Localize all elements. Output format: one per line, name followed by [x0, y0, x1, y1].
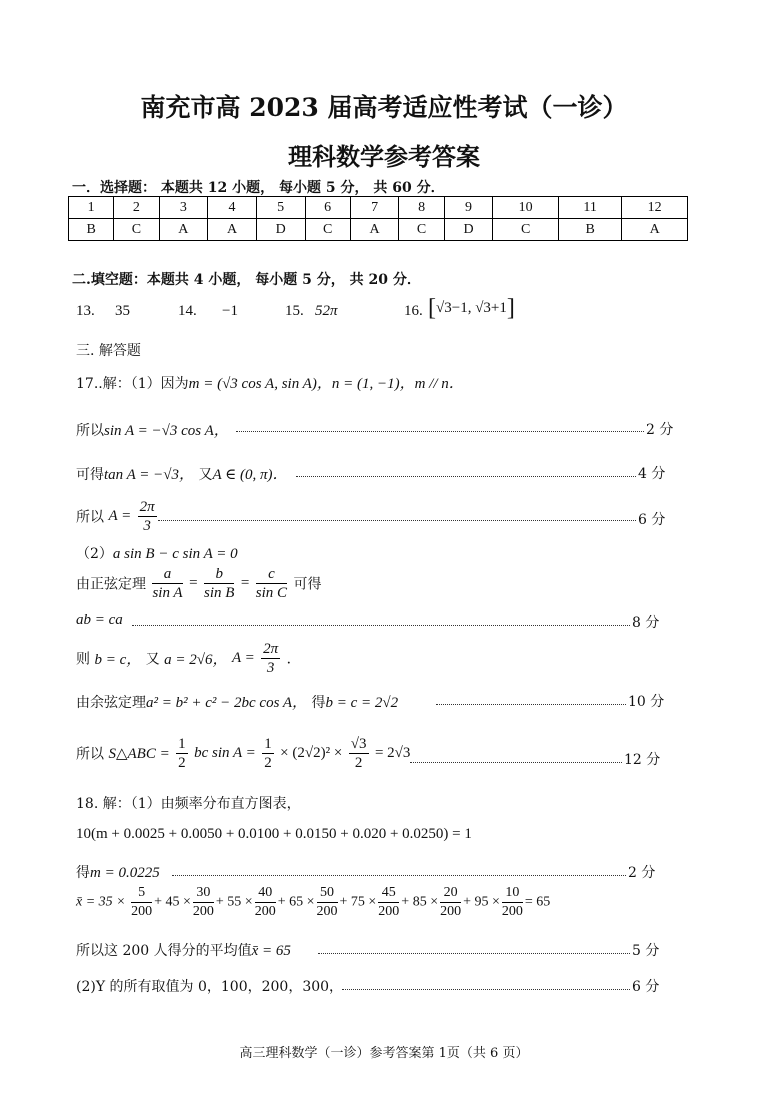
fraction: $\frac{30}{200}$ — [192, 885, 214, 919]
fraction: $\frac{20}{200}$ — [440, 885, 462, 919]
question-number-cell: 4 — [208, 197, 257, 219]
q17-line8: 所以 S△ABC = $\frac{1}{2}$ bc sin A = $\frac{1}{2}$ × (2√2)² × $\frac{√3}{2}$ = 2√3 — [76, 736, 411, 771]
dotted-leader — [172, 875, 626, 876]
q18-line3: (2)Y 的所有取值为 0，100，200，300， — [76, 979, 344, 995]
answer-cell: C — [399, 219, 444, 241]
fraction: $\frac{2\pi}{3}$ — [263, 641, 279, 676]
q16-answer: [√3−1, √3+1] — [428, 295, 515, 321]
q17-part2: （2）a sin B − c sin A = 0 — [76, 546, 238, 562]
question-number-cell: 11 — [558, 197, 621, 219]
q18-line2: 所以这 200 人得分的平均值x̄ = 65 — [76, 943, 291, 959]
dotted-leader — [342, 989, 630, 990]
fraction: $\frac{40}{200}$ — [254, 885, 276, 919]
fraction: $\frac{10}{200}$ — [501, 885, 523, 919]
fraction: $\frac{1}{2}$ — [178, 736, 186, 771]
question-number-cell: 2 — [114, 197, 159, 219]
q17-line4: 由正弦定理 $\frac{a}{\text{sin A}}$ = $\frac{b}{\text{sin B}}$ = $\frac{c}{\text{sin C}}$ 可得 — [76, 566, 322, 601]
dotted-leader — [236, 431, 644, 432]
section-choice-heading: 一．选择题： 本题共 12 小题， 每小题 5 分， 共 60 分． — [72, 180, 445, 196]
question-number-cell: 9 — [444, 197, 493, 219]
q18-intro: 18. 解：（1）由频率分布直方图表， — [76, 796, 301, 812]
question-number-cell: 5 — [256, 197, 305, 219]
q18-line1: 得m = 0.0225 — [76, 865, 160, 881]
fraction: $\frac{1}{2}$ — [264, 736, 272, 771]
answer-cell: A — [159, 219, 208, 241]
q17-score-2: 4 分 — [638, 466, 666, 482]
q16-interval: √3−1, √3+1 — [436, 299, 507, 316]
q15-answer: 52π — [315, 303, 338, 319]
question-number-cell: 8 — [399, 197, 444, 219]
answer-cell: C — [114, 219, 159, 241]
q17-score-4: 8 分 — [632, 615, 660, 631]
q13-number: 13. — [76, 303, 95, 319]
q17-score-6: 12 分 — [624, 752, 661, 768]
q18-score-1: 2 分 — [628, 865, 656, 881]
page-title: 南充市高 2023 届高考适应性考试（一诊） — [140, 93, 628, 122]
question-number-cell: 12 — [622, 197, 688, 219]
question-number-cell: 6 — [305, 197, 350, 219]
q17-line5: ab = ca — [76, 612, 123, 628]
mean-operator: + 45 × — [154, 894, 191, 910]
answer-cell: B — [558, 219, 621, 241]
question-number-cell: 10 — [493, 197, 559, 219]
q18-equation: 10(m + 0.0025 + 0.0050 + 0.0100 + 0.0150 + 0.020 + 0.0250) = 1 — [76, 826, 472, 842]
answer-cell: D — [256, 219, 305, 241]
q15-number: 15. — [285, 303, 304, 319]
q18-mean-equation: x̄ = 35 × $\frac{5}{200}$ + 45 × $\frac{30}{200}$ + 55 × $\frac{40}{200}$ + 65 × $\frac{50}{200}$ + 75 × $\frac{45}{200}$ + 85 × $\frac{20}{200}$ + 95 × $\frac{10}{200}$ = 65 — [76, 885, 551, 919]
q17-line7: 由余弦定理a² = b² + c² − 2bc cos A， 得b = c = 2√2 — [76, 695, 399, 711]
question-number-cell: 1 — [69, 197, 114, 219]
q17-line2: 可得tan A = −√3， 又A ∈ (0, π)． — [76, 467, 288, 483]
q17-intro: 17..解：（1）因为m = (√3 cos A, sin A)，n = (1, −1)，m // n． — [76, 376, 464, 392]
answer-cell: B — [69, 219, 114, 241]
question-number-row — [69, 197, 688, 219]
q18-score-2: 5 分 — [632, 943, 660, 959]
fraction: $\frac{a}{\text{sin A}}$ — [152, 566, 183, 601]
question-number-cell: 3 — [159, 197, 208, 219]
q17-score-1: 2 分 — [646, 422, 674, 438]
fraction: $\frac{45}{200}$ — [378, 885, 400, 919]
fraction: $\frac{2\pi}{3}$ — [139, 499, 155, 534]
fraction: $\frac{50}{200}$ — [316, 885, 338, 919]
question-number-cell: 7 — [350, 197, 399, 219]
dotted-leader — [296, 476, 636, 477]
page-subtitle: 理科数学参考答案 — [288, 142, 480, 171]
fraction: $\frac{b}{\text{sin B}}$ — [203, 566, 235, 601]
q18-score-3: 6 分 — [632, 979, 660, 995]
q16-number: 16. — [404, 303, 423, 319]
mean-operator: + 75 × — [339, 894, 377, 910]
q17-score-3: 6 分 — [638, 512, 666, 528]
section-solutions-heading: 三. 解答题 — [76, 343, 141, 359]
answer-cell: C — [493, 219, 559, 241]
q14-number: 14. — [178, 303, 197, 319]
mean-operator: + 55 × — [215, 894, 253, 910]
answer-row — [69, 219, 688, 241]
mean-operator: + 95 × — [463, 894, 500, 910]
section-fill-heading: 二.填空题：本题共 4 小题， 每小题 5 分， 共 20 分． — [72, 272, 421, 288]
q17-line3: 所以 A = $\frac{2\pi}{3}$ — [76, 499, 155, 534]
dotted-leader — [132, 625, 630, 626]
q14-answer: −1 — [222, 303, 238, 319]
answer-cell: A — [350, 219, 399, 241]
mean-operator: + 85 × — [401, 894, 439, 910]
fraction: $\frac{c}{\text{sin C}}$ — [255, 566, 288, 601]
q17-score-5: 10 分 — [628, 694, 665, 710]
fraction: $\frac{5}{200}$ — [131, 885, 153, 919]
dotted-leader — [318, 953, 630, 954]
answer-cell: A — [208, 219, 257, 241]
q17-line6: 则 b = c， 又 a = 2√6， A = $\frac{2\pi}{3}$ ． — [76, 641, 301, 676]
answer-cell: A — [622, 219, 688, 241]
answer-cell: D — [444, 219, 493, 241]
page-footer: 高三理科数学（一诊）参考答案第 1页（共 6 页） — [239, 1046, 529, 1061]
answer-cell: C — [305, 219, 350, 241]
mean-operator: = 65 — [524, 894, 551, 910]
dotted-leader — [436, 704, 626, 705]
dotted-leader — [158, 520, 636, 521]
mean-operator: + 65 × — [277, 894, 315, 910]
q13-answer: 35 — [115, 303, 130, 319]
q17-line1: 所以sin A = −√3 cos A， — [76, 423, 229, 439]
dotted-leader — [410, 762, 622, 763]
choice-answer-table — [68, 196, 688, 241]
fraction: $\frac{√3}{2}$ — [350, 736, 367, 771]
